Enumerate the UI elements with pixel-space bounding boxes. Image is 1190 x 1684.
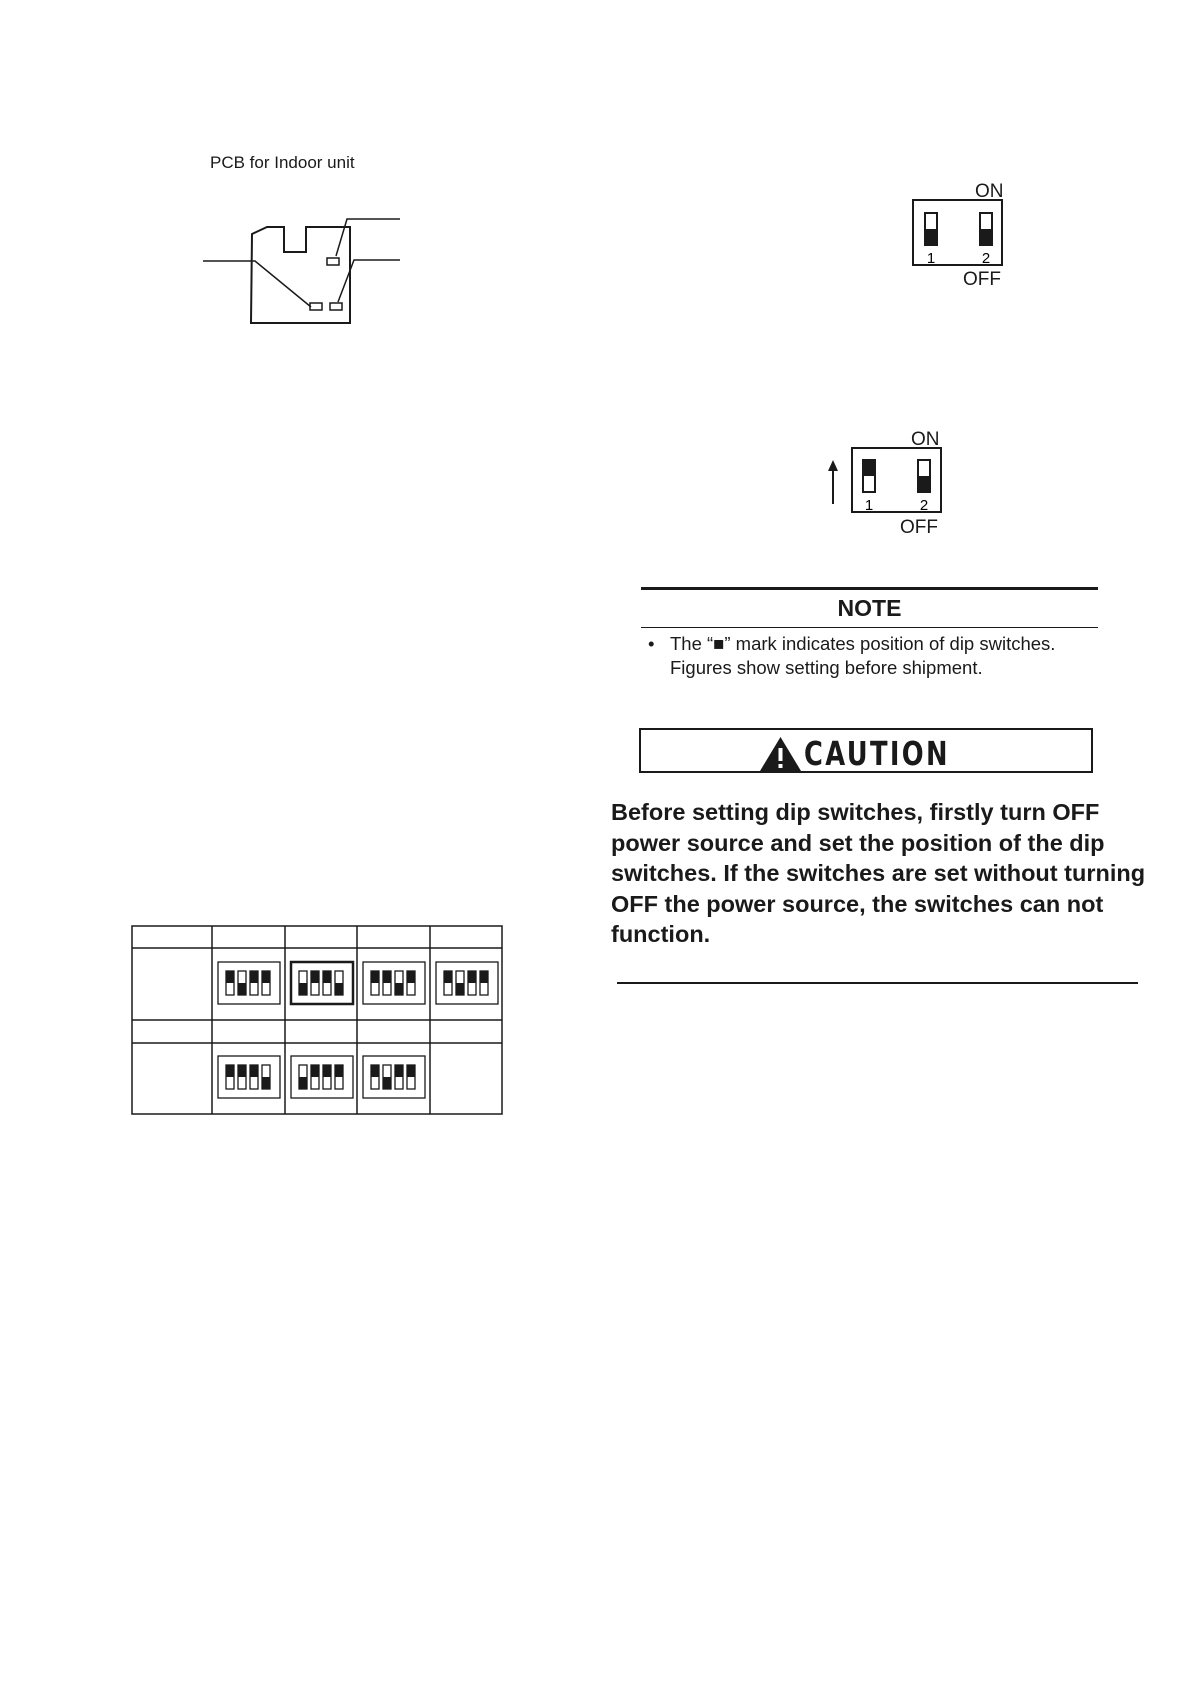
switch-number: 2	[981, 250, 991, 267]
switch-knob-on	[226, 971, 234, 983]
dip-row-2	[218, 1056, 425, 1098]
switch-knob-on	[262, 971, 270, 983]
dip-switch-location	[310, 303, 322, 310]
off-label: OFF	[963, 269, 1001, 290]
pcb-diagram	[195, 205, 415, 330]
leader-line	[336, 219, 400, 256]
switch-knob-off	[299, 983, 307, 995]
switch-number: 2	[919, 497, 929, 514]
note-rule-bottom	[641, 627, 1098, 628]
note-title: NOTE	[837, 595, 902, 621]
switch-knob	[918, 476, 930, 492]
warning-triangle-icon	[759, 736, 802, 772]
dip-switch-2pos-mid	[820, 446, 945, 516]
switch-knob-on	[250, 971, 258, 983]
switch-knob-on	[250, 1065, 258, 1077]
dip-switch-location	[330, 303, 342, 310]
switch-knob-on	[323, 971, 331, 983]
switch-knob-on	[444, 971, 452, 983]
caution-banner	[639, 728, 1093, 773]
dip-switch-2pos-top	[912, 199, 1005, 268]
switch-knob	[980, 229, 992, 245]
switch-number: 1	[864, 497, 874, 514]
switch-knob-on	[323, 1065, 331, 1077]
note-body	[648, 632, 1108, 680]
caution-text: Before setting dip switches, firstly turn OFF power source and set the position of the dip switches. If the switches are set without turning OFF the power source, the switches can not function.	[611, 799, 1146, 947]
switch-knob-off	[395, 983, 403, 995]
switch-knob-off	[383, 1077, 391, 1089]
switch-knob-on	[311, 971, 319, 983]
dip-switch-table	[131, 925, 504, 1117]
section-divider	[617, 982, 1138, 984]
switch-knob	[925, 229, 937, 245]
pcb-outline	[251, 227, 350, 323]
switch-knob-off	[238, 983, 246, 995]
switch-knob-off	[456, 983, 464, 995]
on-label: ON	[911, 429, 940, 450]
switch-knob-off	[299, 1077, 307, 1089]
switch-knob-on	[395, 1065, 403, 1077]
switch-knob-on	[226, 1065, 234, 1077]
switch-knob-on	[480, 971, 488, 983]
note-line-1: The “■” mark indicates position of dip switches.	[670, 633, 1056, 654]
switch-knob-on	[383, 971, 391, 983]
switch-knob-on	[335, 1065, 343, 1077]
switch-knob-on	[407, 971, 415, 983]
leader-line	[338, 260, 400, 302]
switch-knob-off	[335, 983, 343, 995]
note-line-2: Figures show setting before shipment.	[670, 657, 983, 678]
dip-switch-location	[327, 258, 339, 265]
note-bullet: •	[648, 633, 655, 654]
switch-knob-on	[468, 971, 476, 983]
switch-knob-off	[262, 1077, 270, 1089]
switch-knob-on	[311, 1065, 319, 1077]
caution-label: CAUTION	[804, 734, 950, 773]
leader-line	[203, 261, 311, 307]
switch-knob-on	[238, 1065, 246, 1077]
note-rule-top	[641, 587, 1098, 590]
dip-row-1	[218, 962, 498, 1004]
switch-knob	[863, 460, 875, 476]
switch-knob-on	[407, 1065, 415, 1077]
switch-number: 1	[926, 250, 936, 267]
on-label: ON	[975, 181, 1004, 202]
switch-knob-on	[371, 1065, 379, 1077]
pcb-label: PCB for Indoor unit	[210, 153, 355, 172]
switch-knob-on	[371, 971, 379, 983]
off-label: OFF	[900, 517, 938, 538]
